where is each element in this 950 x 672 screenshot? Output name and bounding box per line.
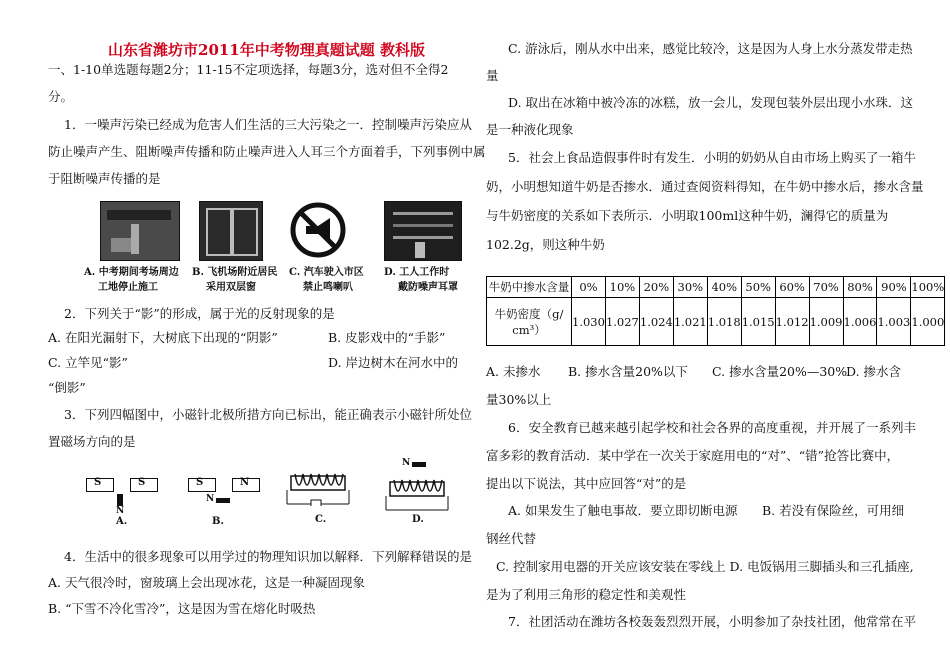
table-header-density: 牛奶密度（g/ cm³） bbox=[487, 298, 572, 346]
table-cell: 1.012 bbox=[775, 298, 809, 346]
q5-line-1: 5．社会上食品造假事件时有发生．小明的奶奶从自由市场上购买了一箱牛 bbox=[508, 150, 916, 165]
table-cell: 1.009 bbox=[809, 298, 843, 346]
q2-option-c: C. 立竿见“影” bbox=[48, 355, 128, 370]
q6-line-2: 富多彩的教育活动．某中学在一次关于家庭用电的“对”、“错”抢答比赛中， bbox=[486, 448, 900, 463]
q5-option-c: C. 掺水含量20%—30% bbox=[712, 364, 848, 379]
no-horn-sign-icon bbox=[290, 202, 346, 258]
q3-line-2: 置磁场方向的是 bbox=[48, 434, 136, 449]
q5-option-b: B. 掺水含量20%以下 bbox=[568, 364, 688, 379]
q5-line-2: 奶，小明想知道牛奶是否掺水．通过查阅资料得知，在牛奶中掺水后，掺水含量 bbox=[486, 179, 924, 194]
q6-option-b-cont: 钢丝代替 bbox=[486, 531, 537, 546]
q6-line-3: 提出以下说法，其中应回答“对”的是 bbox=[486, 476, 687, 491]
table-cell: 1.015 bbox=[741, 298, 775, 346]
q4-option-c: C. 游泳后，刚从水中出来，感觉比较冷，这是因为人身上水分蒸发带走热 bbox=[508, 41, 913, 56]
table-cell: 1.024 bbox=[639, 298, 673, 346]
table-row bbox=[487, 298, 945, 346]
table-cell: 70% bbox=[809, 277, 843, 298]
q2-stem: 2．下列关于“影”的形成，属于光的反射现象的是 bbox=[64, 306, 335, 321]
q1-option-c: C. 汽车驶入市区 禁止鸣喇叭 bbox=[289, 267, 364, 293]
table-cell: 1.021 bbox=[673, 298, 707, 346]
q5-option-d: D. 掺水含 bbox=[846, 364, 902, 379]
q1-line-1: 1．一噪声污染已经成为危害人们生活的三大污染之一．控制噪声污染应从 bbox=[64, 117, 472, 132]
q5-line-4: 102.2g，则这种牛奶 bbox=[486, 237, 605, 252]
q1-option-a: A. 中考期间考场周边 工地停止施工 bbox=[84, 267, 179, 293]
table-cell: 0% bbox=[572, 277, 606, 298]
q4-stem: 4．生活中的很多现象可以用学过的物理知识加以解释．下列解释错误的是 bbox=[64, 549, 472, 564]
q1-line-3: 于阻断噪声传播的是 bbox=[48, 171, 161, 186]
table-cell: 30% bbox=[673, 277, 707, 298]
q2-option-b: B. 皮影戏中的“手影” bbox=[328, 330, 446, 345]
q4-option-d: D. 取出在冰箱中被冷冻的冰糕，放一会儿，发现包装外层出现小水珠．这 bbox=[508, 95, 914, 110]
q6-option-cd: C. 控制家用电器的开关应该安装在零线上 D. 电饭锅用三脚插头和三孔插座, bbox=[496, 559, 914, 574]
q2-option-a: A. 在阳光漏射下，大树底下出现的“阴影” bbox=[48, 330, 278, 345]
table-cell: 1.006 bbox=[843, 298, 877, 346]
table-cell: 1.027 bbox=[605, 298, 639, 346]
intro-line-1: 一、1-10单选题每题2分；11-15不定项选择，每题3分，选对但不全得2 bbox=[48, 62, 449, 77]
table-cell: 90% bbox=[877, 277, 911, 298]
q4-option-d-cont: 是一种液化现象 bbox=[486, 122, 574, 137]
solenoid-diagram-c: C. bbox=[283, 466, 355, 530]
table-row bbox=[487, 277, 945, 298]
construction-site-photo bbox=[100, 201, 180, 261]
milk-density-table bbox=[486, 276, 945, 346]
q5-option-d-cont: 量30%以上 bbox=[486, 392, 552, 407]
table-cell: 40% bbox=[707, 277, 741, 298]
table-cell: 10% bbox=[605, 277, 639, 298]
q4-option-b: B. “下雪不冷化雪冷”，这是因为雪在熔化时吸热 bbox=[48, 601, 316, 616]
q5-line-3: 与牛奶密度的关系如下表所示．小明取100ml这种牛奶，澜得它的质量为 bbox=[486, 208, 889, 223]
table-cell: 1.018 bbox=[707, 298, 741, 346]
table-cell: 1.003 bbox=[877, 298, 911, 346]
q1-line-2: 防止噪声产生、阻断噪声传播和防止噪声进入人耳三个方面着手，下列事例中属 bbox=[48, 144, 486, 159]
page-title: 山东省潍坊市2011年中考物理真题试题 教科版 bbox=[108, 41, 425, 59]
q2-option-d-cont: “倒影” bbox=[48, 380, 86, 395]
q2-option-d: D. 岸边树木在河水中的 bbox=[328, 355, 459, 370]
table-header-water: 牛奶中掺水含量 bbox=[487, 277, 572, 298]
q4-option-a: A. 天气很冷时，窗玻璃上会出现冰花，这是一种凝固现象 bbox=[48, 575, 365, 590]
table-cell: 1.030 bbox=[572, 298, 606, 346]
table-cell: 50% bbox=[741, 277, 775, 298]
table-cell: 60% bbox=[775, 277, 809, 298]
q3-line-1: 3．下列四幅图中，小磁针北极所措方向已标出，能正确表示小磁针所处位 bbox=[64, 407, 472, 422]
q7-stem: 7．社团活动在潍坊各校轰轰烈烈开展，小明参加了杂技社团，他常常在平 bbox=[508, 614, 916, 629]
q1-option-d: D. 工人工作时 戴防噪声耳罩 bbox=[384, 267, 458, 293]
q1-option-b: B. 飞机场附近居民 采用双层窗 bbox=[192, 267, 278, 293]
magnet-diagram-a: S S N A. bbox=[82, 470, 162, 530]
q6-option-b: B. 若没有保险丝，可用细 bbox=[762, 503, 905, 518]
magnet-diagram-b: S N N B. bbox=[184, 470, 264, 530]
solenoid-diagram-d: N D. bbox=[382, 458, 454, 530]
table-cell: 1.000 bbox=[911, 298, 945, 346]
table-cell: 100% bbox=[911, 277, 945, 298]
factory-worker-photo bbox=[384, 201, 462, 261]
q4-option-c-cont: 量 bbox=[486, 68, 499, 83]
table-cell: 80% bbox=[843, 277, 877, 298]
q6-option-a: A. 如果发生了触电事故．要立即切断电源 bbox=[508, 503, 738, 518]
intro-line-2: 分。 bbox=[48, 89, 74, 104]
q5-option-a: A. 未掺水 bbox=[486, 364, 541, 379]
table-cell: 20% bbox=[639, 277, 673, 298]
q6-option-d-cont: 是为了利用三角形的稳定性和美观性 bbox=[486, 587, 687, 602]
double-window-photo bbox=[199, 201, 263, 261]
q6-line-1: 6．安全教育已越来越引起学校和社会各界的高度重视，并开展了一系列丰 bbox=[508, 420, 916, 435]
